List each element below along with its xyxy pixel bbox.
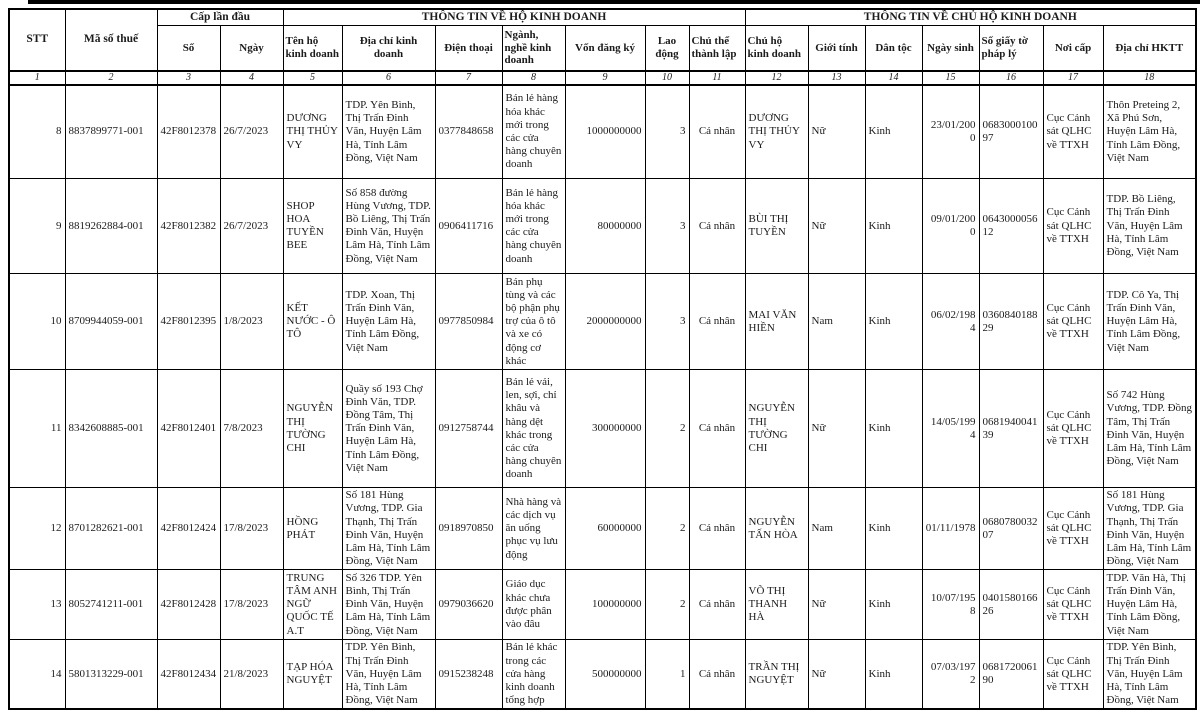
table-cell: Cục Cảnh sát QLHC về TTXH (1043, 640, 1103, 709)
column-number-row (9, 71, 1196, 85)
table-header (9, 9, 1196, 85)
table-cell: 06/02/1984 (922, 274, 979, 370)
table-cell: 80000000 (565, 179, 645, 274)
table-cell: 09/01/2000 (922, 179, 979, 274)
column-number: 12 (745, 71, 808, 85)
table-cell: 17/8/2023 (220, 488, 283, 570)
table-cell: Cá nhân (689, 179, 745, 274)
table-cell: TDP. Xoan, Thị Trấn Đinh Văn, Huyện Lâm Hà, Tỉnh Lâm Đồng, Việt Nam (342, 274, 435, 370)
table-cell: Nữ (808, 85, 865, 179)
table-cell: Bán lẻ khác trong các cửa hàng kinh doanh tổng hợp (502, 640, 565, 709)
table-cell: Cục Cảnh sát QLHC về TTXH (1043, 179, 1103, 274)
column-number: 14 (865, 71, 922, 85)
table-cell: 2000000000 (565, 274, 645, 370)
table-cell: 8819262884-001 (65, 179, 157, 274)
col-header-dia-chi-hktt: Địa chỉ HKTT (1103, 26, 1196, 71)
column-number: 8 (502, 71, 565, 85)
table-cell: 2 (645, 488, 689, 570)
business-household-register-table (8, 8, 1197, 710)
table-cell: Kinh (865, 179, 922, 274)
table-cell: Thôn Preteing 2, Xã Phú Sơn, Huyện Lâm Hà, Tỉnh Lâm Đồng, Việt Nam (1103, 85, 1196, 179)
table-cell: Số 858 đường Hùng Vương, TDP. Bồ Liêng, Thị Trấn Đinh Văn, Huyện Lâm Hà, Tỉnh Lâm Đồng, Việt Nam (342, 179, 435, 274)
table-cell: 5801313229-001 (65, 640, 157, 709)
table-cell: Kinh (865, 488, 922, 570)
table-cell: 42F8012434 (157, 640, 220, 709)
table-row (9, 640, 1196, 709)
table-cell: 1000000000 (565, 85, 645, 179)
table-cell: 11 (9, 370, 65, 488)
table-cell: Cá nhân (689, 640, 745, 709)
col-header-chu-the-thanh-lap: Chủ thể thành lập (689, 26, 745, 71)
table-cell: 23/01/2000 (922, 85, 979, 179)
column-number: 10 (645, 71, 689, 85)
table-cell: 07/03/1972 (922, 640, 979, 709)
table-cell: Kinh (865, 370, 922, 488)
table-cell: SHOP HOA TUYỀN BEE (283, 179, 342, 274)
table-cell: 0918970850 (435, 488, 502, 570)
header-group-row (9, 9, 1196, 26)
table-cell: 17/8/2023 (220, 570, 283, 640)
table-cell: 12 (9, 488, 65, 570)
table-cell: Nữ (808, 640, 865, 709)
col-header-ten-ho-kinh-doanh: Tên hộ kinh doanh (283, 26, 342, 71)
table-cell: 8342608885-001 (65, 370, 157, 488)
table-cell: NGUYỄN TẤN HÒA (745, 488, 808, 570)
table-cell: TDP. Yên Bình, Thị Trấn Đinh Văn, Huyện Lâm Hà, Tỉnh Lâm Đồng, Việt Nam (342, 640, 435, 709)
col-header-dia-chi-kinh-doanh: Địa chỉ kinh doanh (342, 26, 435, 71)
table-cell: 1 (645, 640, 689, 709)
table-row (9, 570, 1196, 640)
table-cell: 26/7/2023 (220, 179, 283, 274)
table-cell: 8709944059-001 (65, 274, 157, 370)
table-cell: TRUNG TÂM ANH NGỮ QUỐC TẾ A.T (283, 570, 342, 640)
table-cell: 500000000 (565, 640, 645, 709)
table-cell: DƯƠNG THỊ THỦY VY (283, 85, 342, 179)
table-cell: 8052741211-001 (65, 570, 157, 640)
column-number: 2 (65, 71, 157, 85)
table-row (9, 370, 1196, 488)
column-number: 15 (922, 71, 979, 85)
table-cell: 10/07/1958 (922, 570, 979, 640)
table-cell: Cục Cảnh sát QLHC về TTXH (1043, 274, 1103, 370)
table-cell: 7/8/2023 (220, 370, 283, 488)
table-cell: VÕ THỊ THANH HÀ (745, 570, 808, 640)
table-cell: 42F8012378 (157, 85, 220, 179)
table-cell: TRẦN THỊ NGUYỆT (745, 640, 808, 709)
table-cell: 0915238248 (435, 640, 502, 709)
group-header-chu-ho-kinh-doanh: THÔNG TIN VỀ CHỦ HỘ KINH DOANH (745, 9, 1196, 26)
col-header-noi-cap: Nơi cấp (1043, 26, 1103, 71)
table-cell: 0979036620 (435, 570, 502, 640)
table-cell: Quầy số 193 Chợ Đinh Văn, TDP. Đồng Tâm, Thị Trấn Đinh Văn, Huyện Lâm Hà, Tỉnh Lâm Đồng, Việt Nam (342, 370, 435, 488)
table-cell: 0906411716 (435, 179, 502, 274)
table-cell: HỒNG PHÁT (283, 488, 342, 570)
col-header-dien-thoai: Điện thoại (435, 26, 502, 71)
table-cell: 068172006190 (979, 640, 1043, 709)
table-cell: Bán phụ tùng và các bộ phận phụ trợ của ô tô và xe có động cơ khác (502, 274, 565, 370)
table-cell: Cục Cảnh sát QLHC về TTXH (1043, 85, 1103, 179)
table-cell: 26/7/2023 (220, 85, 283, 179)
table-cell: Nhà hàng và các dịch vụ ăn uống phục vụ lưu động (502, 488, 565, 570)
col-header-chu-ho-kinh-doanh: Chủ hộ kinh doanh (745, 26, 808, 71)
table-cell: Bán lẻ vải, len, sợi, chỉ khâu và hàng dệt khác trong các cửa hàng chuyên doanh (502, 370, 565, 488)
table-cell: 068194004139 (979, 370, 1043, 488)
table-cell: Nữ (808, 570, 865, 640)
table-cell: 3 (645, 179, 689, 274)
table-cell: Số 181 Hùng Vương, TDP. Gia Thạnh, Thị Trấn Đinh Văn, Huyện Lâm Hà, Tỉnh Lâm Đồng, Việt Nam (1103, 488, 1196, 570)
table-cell: MAI VĂN HIỀN (745, 274, 808, 370)
table-row (9, 85, 1196, 179)
table-cell: NGUYỄN THỊ TƯỜNG CHI (283, 370, 342, 488)
table-cell: Nữ (808, 370, 865, 488)
col-header-so: Số (157, 26, 220, 71)
table-cell: 300000000 (565, 370, 645, 488)
table-cell: 036084018829 (979, 274, 1043, 370)
group-header-ho-kinh-doanh: THÔNG TIN VỀ HỘ KINH DOANH (283, 9, 745, 26)
col-header-nganh-nghe: Ngành, nghề kinh doanh (502, 26, 565, 71)
column-number: 18 (1103, 71, 1196, 85)
table-row (9, 274, 1196, 370)
table-cell: NGUYỄN THỊ TƯỜNG CHI (745, 370, 808, 488)
table-cell: Số 742 Hùng Vương, TDP. Đồng Tâm, Thị Trấn Đinh Văn, Huyện Lâm Hà, Tỉnh Lâm Đồng, Việt Nam (1103, 370, 1196, 488)
table-cell: 14/05/1994 (922, 370, 979, 488)
table-cell: DƯƠNG THỊ THỦY VY (745, 85, 808, 179)
col-header-von-dang-ky: Vốn đăng ký (565, 26, 645, 71)
table-cell: Cục Cảnh sát QLHC về TTXH (1043, 370, 1103, 488)
col-header-ngay-sinh: Ngày sinh (922, 26, 979, 71)
column-number: 4 (220, 71, 283, 85)
table-cell: 3 (645, 274, 689, 370)
table-cell: TẠP HÓA NGUYỆT (283, 640, 342, 709)
table-cell: 42F8012428 (157, 570, 220, 640)
table-cell: Kinh (865, 85, 922, 179)
table-cell: 1/8/2023 (220, 274, 283, 370)
table-cell: 42F8012382 (157, 179, 220, 274)
table-cell: 068300010097 (979, 85, 1043, 179)
table-cell: TDP. Cô Ya, Thị Trấn Đinh Văn, Huyện Lâm Hà, Tỉnh Lâm Đồng, Việt Nam (1103, 274, 1196, 370)
table-cell: BÙI THỊ TUYỀN (745, 179, 808, 274)
table-cell: 42F8012424 (157, 488, 220, 570)
table-cell: 068078003207 (979, 488, 1043, 570)
table-cell: TDP. Yên Bình, Thị Trấn Đinh Văn, Huyện Lâm Hà, Tỉnh Lâm Đồng, Việt Nam (1103, 640, 1196, 709)
column-number: 6 (342, 71, 435, 85)
table-cell: 0912758744 (435, 370, 502, 488)
table-body (9, 85, 1196, 710)
table-cell: 8 (9, 85, 65, 179)
table-row (9, 488, 1196, 570)
table-cell: 42F8012395 (157, 274, 220, 370)
column-number: 5 (283, 71, 342, 85)
table-cell: Giáo dục khác chưa được phân vào đâu (502, 570, 565, 640)
table-cell: Bán lẻ hàng hóa khác mới trong các cửa hàng chuyên doanh (502, 179, 565, 274)
table-cell: Cá nhân (689, 570, 745, 640)
table-cell: Cá nhân (689, 370, 745, 488)
header-label-row (9, 26, 1196, 71)
table-cell: Nam (808, 274, 865, 370)
table-cell: 21/8/2023 (220, 640, 283, 709)
table-cell: Cá nhân (689, 274, 745, 370)
table-cell: 0377848658 (435, 85, 502, 179)
column-number: 11 (689, 71, 745, 85)
col-header-ngay: Ngày (220, 26, 283, 71)
column-number: 1 (9, 71, 65, 85)
table-cell: 10 (9, 274, 65, 370)
table-cell: 0977850984 (435, 274, 502, 370)
table-cell: TDP. Yên Bình, Thị Trấn Đinh Văn, Huyện Lâm Hà, Tỉnh Lâm Đồng, Việt Nam (342, 85, 435, 179)
table-cell: Số 181 Hùng Vương, TDP. Gia Thạnh, Thị Trấn Đinh Văn, Huyện Lâm Hà, Tỉnh Lâm Đồng, Việt Nam (342, 488, 435, 570)
column-number: 13 (808, 71, 865, 85)
table-cell: 2 (645, 570, 689, 640)
table-cell: 42F8012401 (157, 370, 220, 488)
table-cell: KẾT NƯỚC - Ô TÔ (283, 274, 342, 370)
table-cell: 064300005612 (979, 179, 1043, 274)
table-cell: 3 (645, 85, 689, 179)
column-number: 16 (979, 71, 1043, 85)
table-cell: Cá nhân (689, 488, 745, 570)
col-header-dan-toc: Dân tộc (865, 26, 922, 71)
col-header-ma-so-thue: Mã số thuế (65, 9, 157, 71)
col-header-gioi-tinh: Giới tính (808, 26, 865, 71)
table-cell: Bán lẻ hàng hóa khác mới trong các cửa hàng chuyên doanh (502, 85, 565, 179)
table-row (9, 179, 1196, 274)
table-cell: 14 (9, 640, 65, 709)
table-cell: Kinh (865, 640, 922, 709)
table-cell: Cục Cảnh sát QLHC về TTXH (1043, 570, 1103, 640)
table-cell: 2 (645, 370, 689, 488)
table-cell: Nam (808, 488, 865, 570)
table-cell: Cá nhân (689, 85, 745, 179)
table-cell: 13 (9, 570, 65, 640)
scan-artifact-top (28, 0, 1200, 4)
table-cell: 60000000 (565, 488, 645, 570)
column-number: 17 (1043, 71, 1103, 85)
table-cell: TDP. Bồ Liêng, Thị Trấn Đinh Văn, Huyện Lâm Hà, Tỉnh Lâm Đồng, Việt Nam (1103, 179, 1196, 274)
table-cell: 8837899771-001 (65, 85, 157, 179)
column-number: 7 (435, 71, 502, 85)
table-cell: Nữ (808, 179, 865, 274)
table-cell: Số 326 TDP. Yên Bình, Thị Trấn Đinh Văn, Huyện Lâm Hà, Tỉnh Lâm Đồng, Việt Nam (342, 570, 435, 640)
table-cell: TDP. Văn Hà, Thị Trấn Đinh Văn, Huyện Lâm Hà, Tỉnh Lâm Đồng, Việt Nam (1103, 570, 1196, 640)
table-cell: 8701282621-001 (65, 488, 157, 570)
col-header-lao-dong: Lao động (645, 26, 689, 71)
table-cell: 040158016626 (979, 570, 1043, 640)
column-number: 9 (565, 71, 645, 85)
col-header-so-giay-to-phap-ly: Số giấy tờ pháp lý (979, 26, 1043, 71)
table-cell: 9 (9, 179, 65, 274)
table-cell: 01/11/1978 (922, 488, 979, 570)
col-header-stt: STT (9, 9, 65, 71)
table-cell: Kinh (865, 570, 922, 640)
table-cell: Cục Cảnh sát QLHC về TTXH (1043, 488, 1103, 570)
table-cell: Kinh (865, 274, 922, 370)
column-number: 3 (157, 71, 220, 85)
table-cell: 100000000 (565, 570, 645, 640)
group-header-cap-lan-dau: Cấp lần đầu (157, 9, 283, 26)
